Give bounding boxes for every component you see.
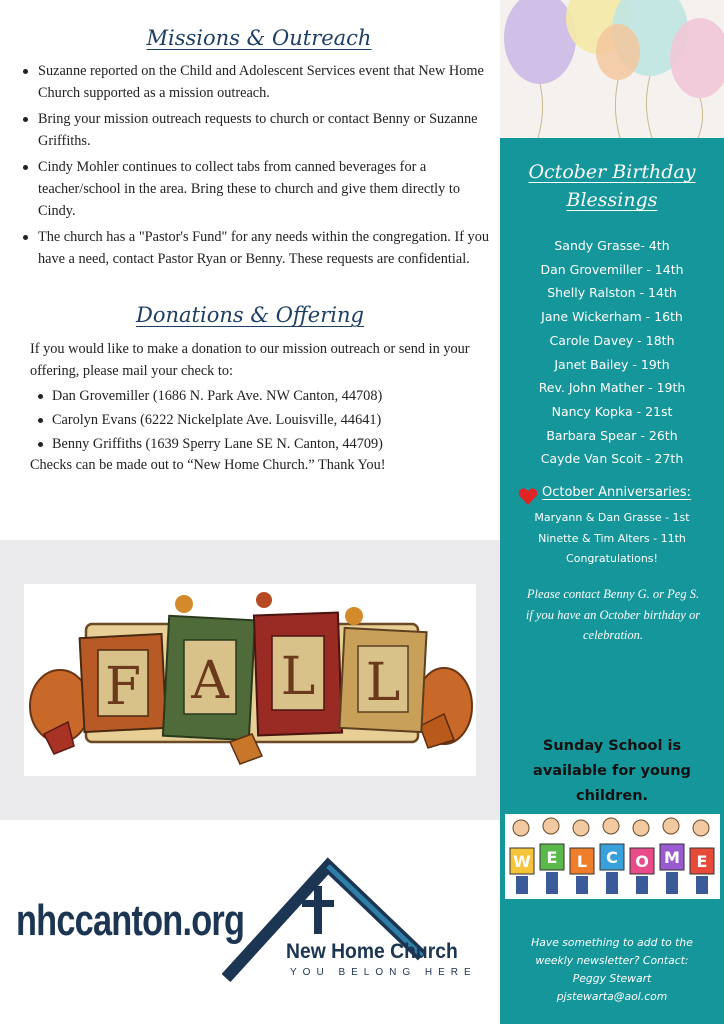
newsletter-note: [512, 934, 712, 1006]
list-item: Carolyn Evans (6222 Nickelplate Ave. Louisville, 44641): [52, 408, 383, 432]
balloons-graphic: [500, 0, 724, 138]
list-item: Congratulations!: [566, 552, 658, 565]
list-item: Barbara Spear - 26th: [546, 427, 678, 443]
newsletter-email[interactable]: pjstewarta@aol.com: [556, 990, 668, 1003]
list-item: Rev. John Mather - 19th: [538, 380, 686, 396]
balloons-image: [500, 0, 724, 138]
logo-name: New Home Church: [286, 940, 458, 963]
welcome-letter: C: [606, 848, 618, 867]
list-item: Shelly Ralston - 14th: [547, 285, 677, 301]
sunday-school-note: [500, 734, 724, 809]
teal-panel: [500, 138, 724, 1024]
fall-letter: L: [365, 653, 401, 713]
contact-note: Please contact Benny G. or Peg S. if you have an October birthday or celebration.: [525, 587, 701, 642]
list-item: Maryann & Dan Grasse - 1st: [534, 511, 690, 524]
welcome-letter: O: [635, 852, 649, 871]
checks-note: Checks can be made out to “New Home Church.” Thank You!: [30, 457, 386, 473]
website-url[interactable]: nhccanton.org: [16, 896, 245, 945]
birthday-list: [500, 234, 724, 471]
welcome-graphic: [505, 814, 720, 899]
fall-letter: L: [280, 647, 316, 707]
logo-tagline: YOU BELONG HERE: [290, 967, 477, 978]
list-item: Janet Bailey - 19th: [554, 356, 670, 372]
welcome-letter: E: [546, 848, 558, 867]
birthday-title: [500, 158, 724, 214]
newsletter-line: weekly newsletter? Contact:: [535, 954, 689, 967]
address-list: [52, 384, 383, 456]
donations-intro: If you would like to make a donation to our mission outreach or send in your offering, please mail your check to:: [30, 341, 470, 379]
sunday-school-line: children.: [575, 788, 649, 804]
sidebar: [500, 0, 724, 1024]
list-item: Bring your mission outreach requests to church or contact Benny or Suzanne Griffiths.: [38, 108, 498, 152]
anniversary-list: [500, 508, 724, 570]
list-item: The church has a "Pastor's Fund" for any needs within the congregation. If you have a need, contact Pastor Ryan or Benny. These requests are confidential.: [38, 226, 498, 270]
list-item: Dan Grovemiller - 14th: [540, 261, 684, 277]
list-item: Nancy Kopka - 21st: [551, 403, 673, 419]
welcome-letter: W: [513, 852, 531, 871]
list-item: Suzanne reported on the Child and Adolescent Services event that New Home Church supported as a mission outreach.: [38, 60, 498, 104]
newsletter-line: Peggy Stewart: [572, 972, 652, 985]
list-item: Dan Grovemiller (1686 N. Park Ave. NW Canton, 44708): [52, 384, 383, 408]
newsletter-line: Have something to add to the: [531, 936, 693, 949]
birthday-title-line: October Birthday: [528, 161, 696, 183]
list-item: Carole Davey - 18th: [549, 332, 675, 348]
fall-graphic: [24, 584, 476, 776]
birthday-title-line: Blessings: [566, 189, 658, 211]
fall-illustration: [24, 584, 476, 776]
list-item: Sandy Grasse- 4th: [554, 238, 670, 253]
list-item: Jane Wickerham - 16th: [541, 309, 683, 325]
welcome-letter: M: [664, 848, 680, 867]
heart-icon: [518, 487, 538, 507]
list-item: Cayde Van Scoit - 27th: [540, 451, 684, 467]
welcome-letter: L: [576, 852, 588, 871]
missions-list: [22, 60, 498, 274]
missions-title: Missions & Outreach: [146, 26, 372, 50]
anniversary-title: October Anniversaries:: [542, 485, 692, 500]
list-item: Benny Griffiths (1639 Sperry Lane SE N. Canton, 44709): [52, 432, 383, 456]
fall-letter: A: [191, 651, 229, 711]
donations-title: Donations & Offering: [136, 303, 364, 327]
welcome-letter: E: [696, 852, 708, 871]
welcome-kids-image: [505, 814, 720, 899]
sunday-school-line: available for young: [533, 763, 691, 779]
list-item: Ninette & Tim Alters - 11th: [538, 531, 686, 545]
anniversary-header: [510, 485, 724, 507]
fall-letter: F: [104, 657, 142, 717]
list-item: Cindy Mohler continues to collect tabs from canned beverages for a teacher/school in the area. Bring these to church and give them directly to Cindy.: [38, 156, 498, 222]
sunday-school-line: Sunday School is: [542, 738, 682, 754]
